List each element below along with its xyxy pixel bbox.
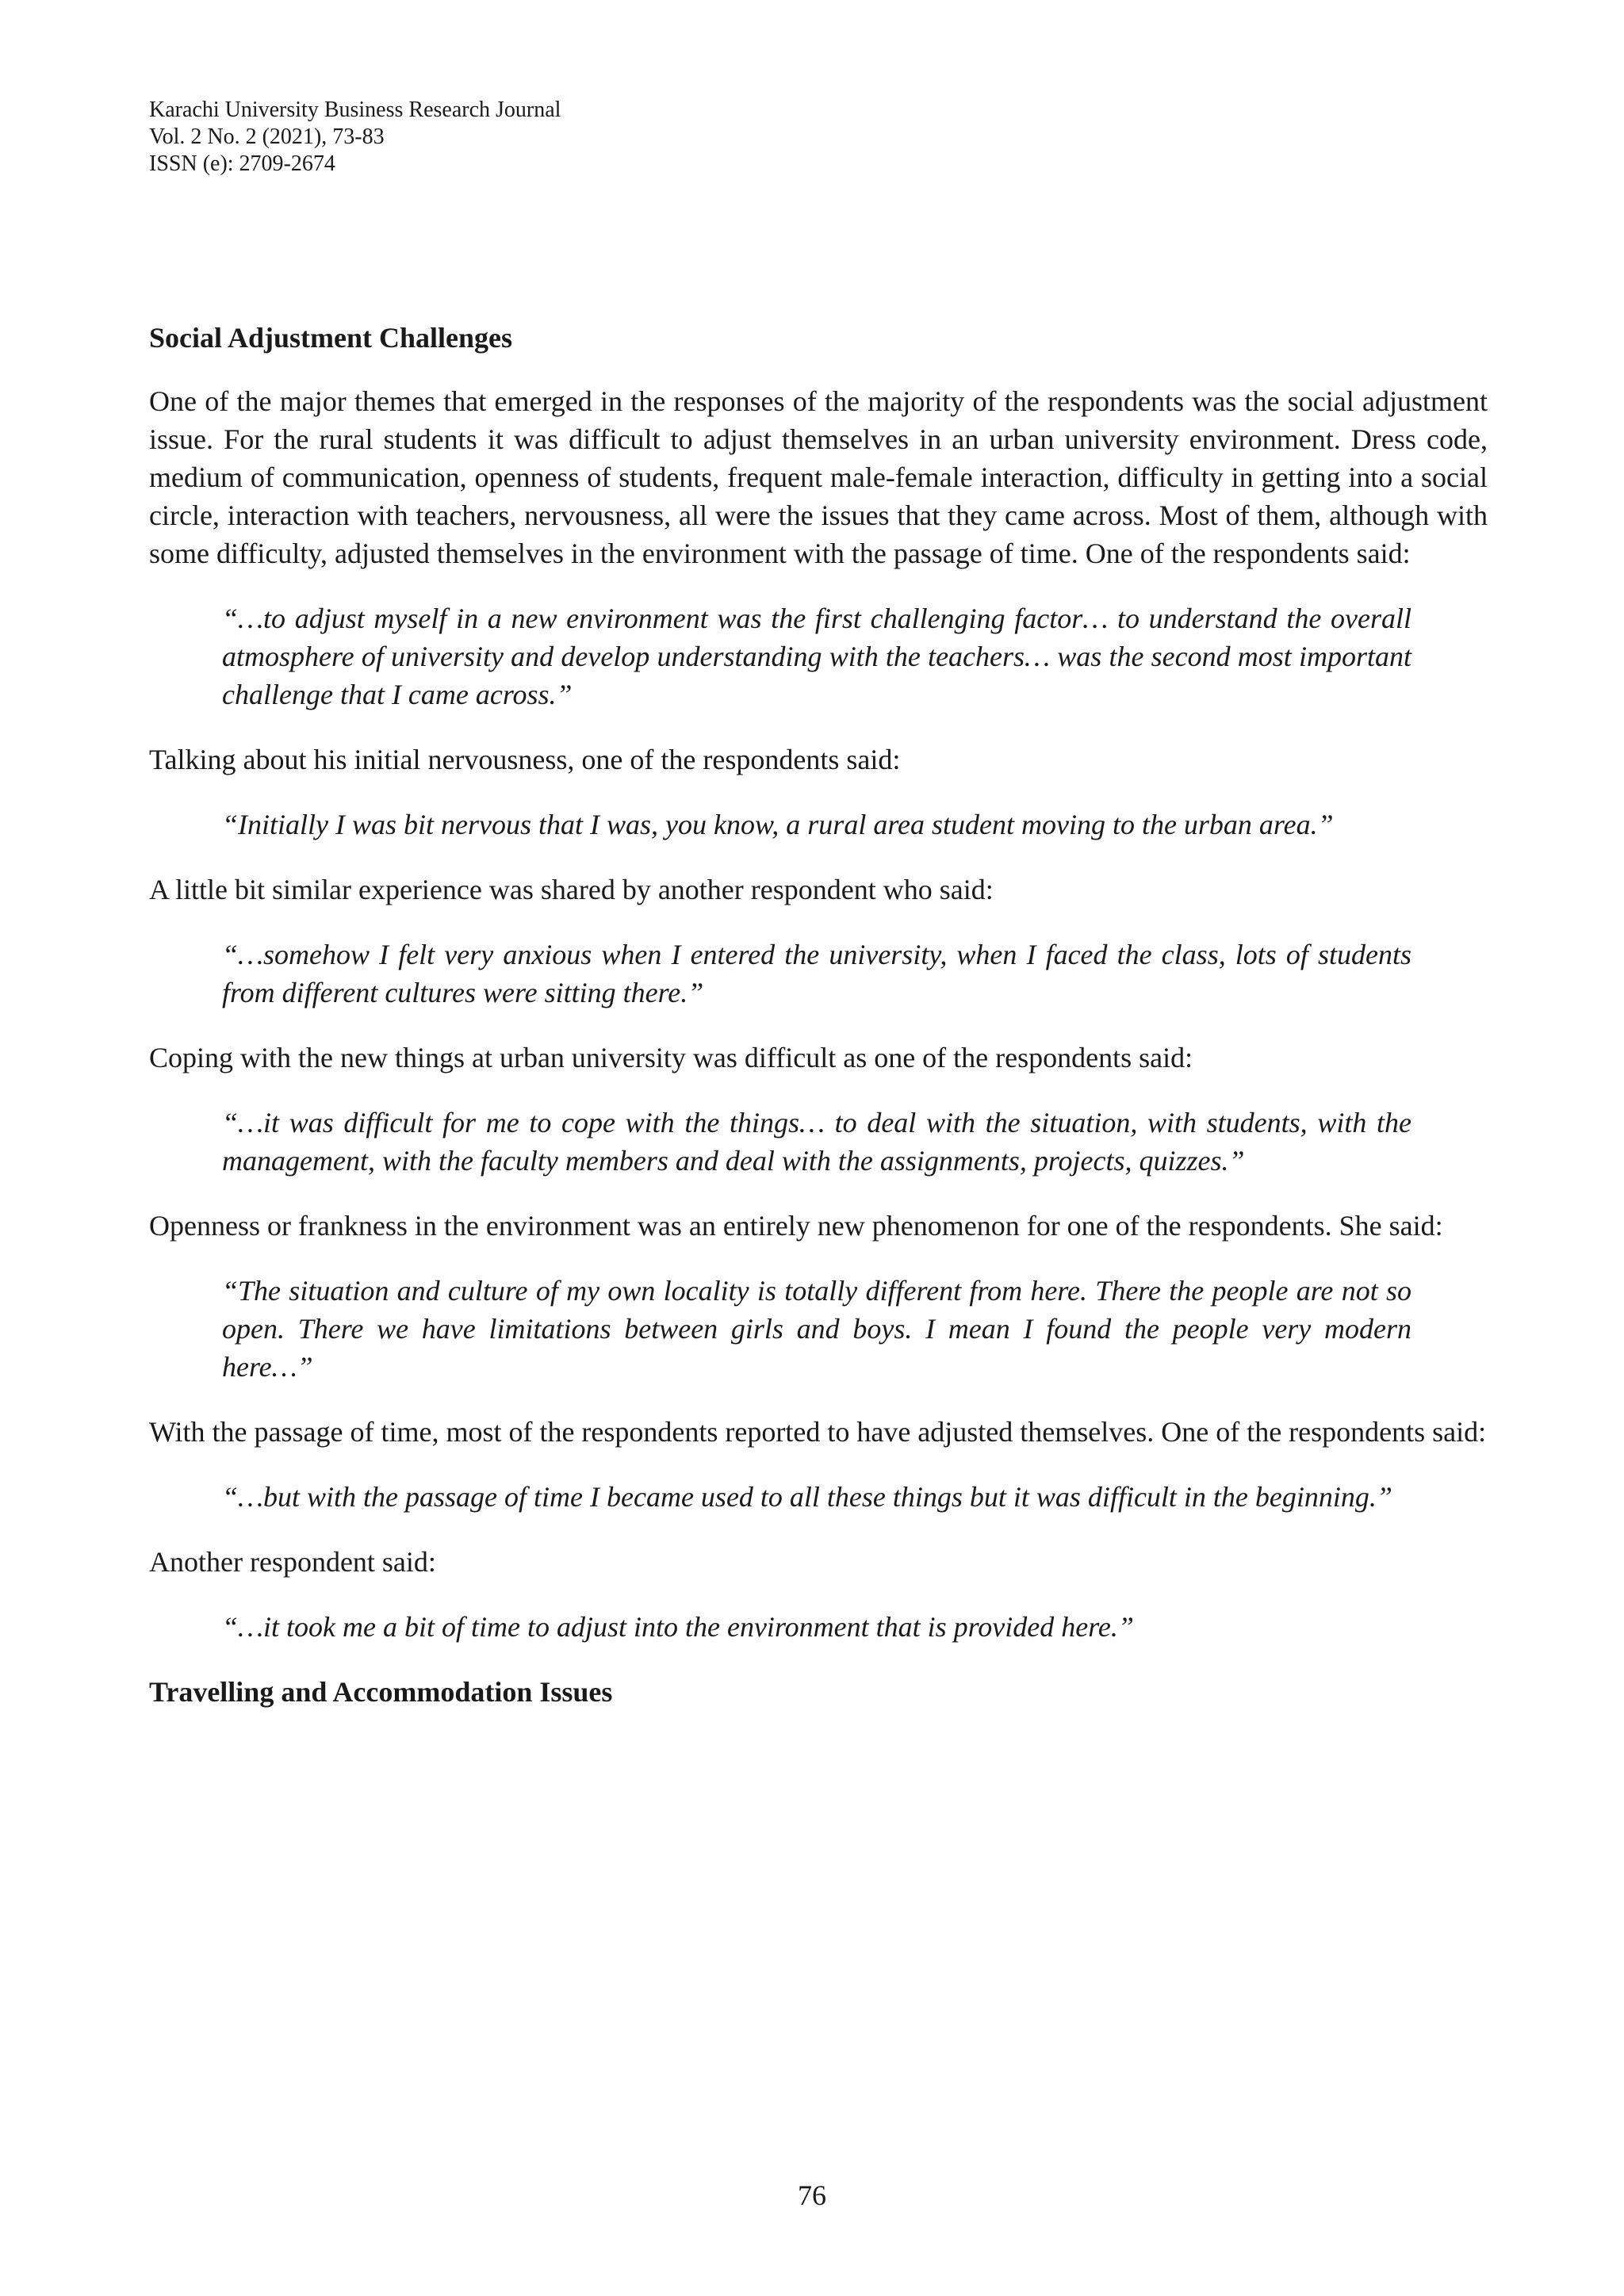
body-paragraph: A little bit similar experience was shared by another respondent who said: xyxy=(149,874,994,905)
body-paragraph: One of the major themes that emerged in the responses of the majority of the respondents was the social adjustment issue. For the rural students it was difficult to adjust themselves in an urban university environment. Dress code, medium of communication, openness of students, frequent male-female interaction, difficulty in getting into a social circle, interaction with teachers, nervousness, all were the issues that they came across. Most of them, although with some difficulty, adjusted themselves in the environment with the passage of time. One of the respondents said: xyxy=(149,385,1488,569)
section-heading: Social Adjustment Challenges xyxy=(149,322,513,354)
journal-title: Karachi University Business Research Journal xyxy=(149,98,561,122)
body-paragraph: With the passage of time, most of the respondents reported to have adjusted themselves. One of the respondents said: xyxy=(149,1416,1487,1448)
section-heading: Travelling and Accommodation Issues xyxy=(149,1676,613,1708)
journal-header xyxy=(149,97,561,178)
body-paragraph: Openness or frankness in the environment was an entirely new phenomenon for one of the respondents. She said: xyxy=(149,1210,1443,1242)
article-body xyxy=(149,319,1488,1736)
respondent-quote: “…it took me a bit of time to adjust into the environment that is provided here.” xyxy=(222,1611,1134,1643)
body-paragraph: Another respondent said: xyxy=(149,1546,436,1578)
page-number: 76 xyxy=(798,2179,826,2211)
journal-volume: Vol. 2 No. 2 (2021), 73-83 xyxy=(149,124,385,149)
respondent-quote: “…to adjust myself in a new environment was the first challenging factor… to understand the overall atmosphere of university and develop understanding with the teachers… was the second most important challenge that I came across.” xyxy=(222,603,1411,710)
body-paragraph: Coping with the new things at urban university was difficult as one of the respondents said: xyxy=(149,1042,1193,1073)
respondent-quote: “The situation and culture of my own locality is totally different from here. There the people are not so open. There we have limitations between girls and boys. I mean I found the people very modern here…” xyxy=(222,1275,1411,1383)
respondent-quote: “Initially I was bit nervous that I was, you know, a rural area student moving to the urban area.” xyxy=(222,809,1334,840)
respondent-quote: “…it was difficult for me to cope with the things… to deal with the situation, with students, with the management, with the faculty members and deal with the assignments, projects, quizzes.” xyxy=(222,1107,1411,1177)
body-paragraph: Talking about his initial nervousness, one of the respondents said: xyxy=(149,744,901,775)
respondent-quote: “…but with the passage of time I became used to all these things but it was difficult in the beginning.” xyxy=(222,1481,1392,1513)
journal-issn: ISSN (e): 2709-2674 xyxy=(149,151,335,176)
respondent-quote: “…somehow I felt very anxious when I entered the university, when I faced the class, lots of students from different cultures were sitting there.” xyxy=(222,939,1411,1008)
